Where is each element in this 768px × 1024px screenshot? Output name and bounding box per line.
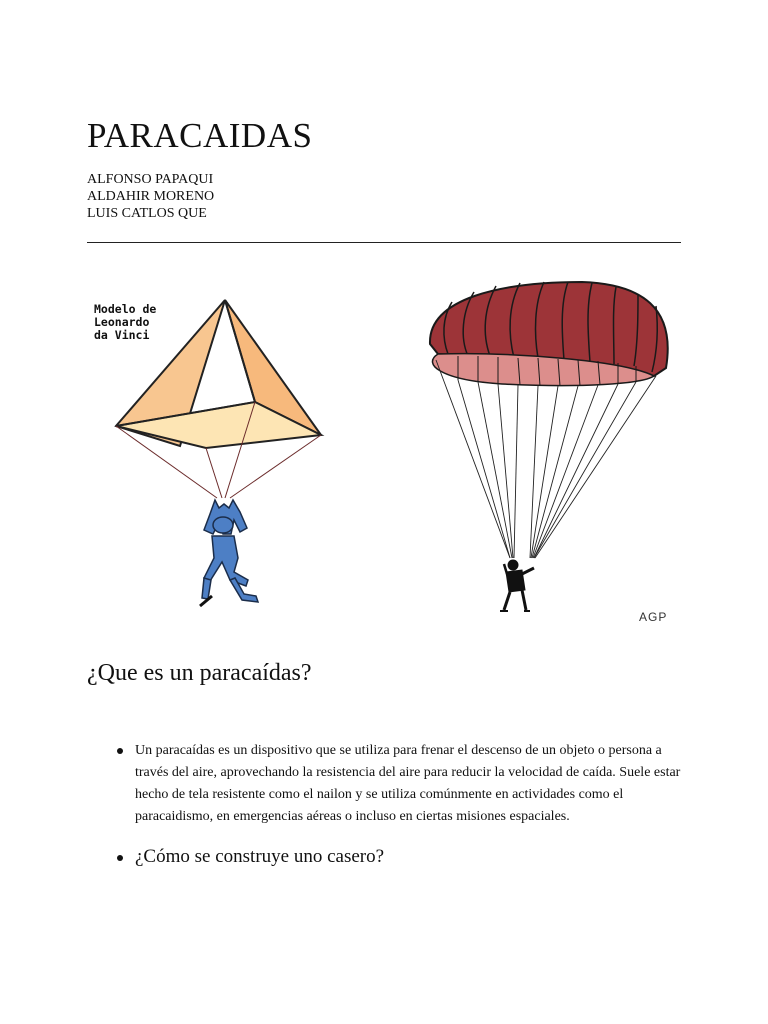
leonardo-parachute-drawing	[94, 300, 321, 606]
modern-parachute-drawing	[430, 282, 668, 624]
parachute-illustration	[82, 268, 682, 630]
horizontal-divider	[87, 242, 681, 243]
list-item: ¿Cómo se construye uno casero?	[116, 845, 686, 869]
illustration-credit: AGP	[639, 610, 668, 624]
leonardo-caption: Modelo de Leonardo da Vinci	[94, 302, 157, 342]
author-name: ALFONSO PAPAQUI	[87, 172, 214, 187]
section-heading: ¿Que es un paracaídas?	[87, 660, 312, 686]
author-name: LUIS CATLOS QUE	[87, 206, 207, 221]
list-item: Un paracaídas es un dispositivo que se utiliza para frenar el descenso de un objeto o persona a través del aire, aprovechando la resistencia del aire para reducir la velocidad de caída. Suele estar hecho de tela resistente como el nailon y se utiliza comúnmente en actividades como el paracaidismo, en emergencias aéreas o incluso en ciertas misiones espaciales.	[116, 740, 686, 828]
author-name: ALDAHIR MORENO	[87, 189, 215, 204]
bullet-list	[116, 740, 686, 869]
author-list	[87, 171, 214, 222]
document-title: PARACAIDAS	[87, 116, 313, 155]
